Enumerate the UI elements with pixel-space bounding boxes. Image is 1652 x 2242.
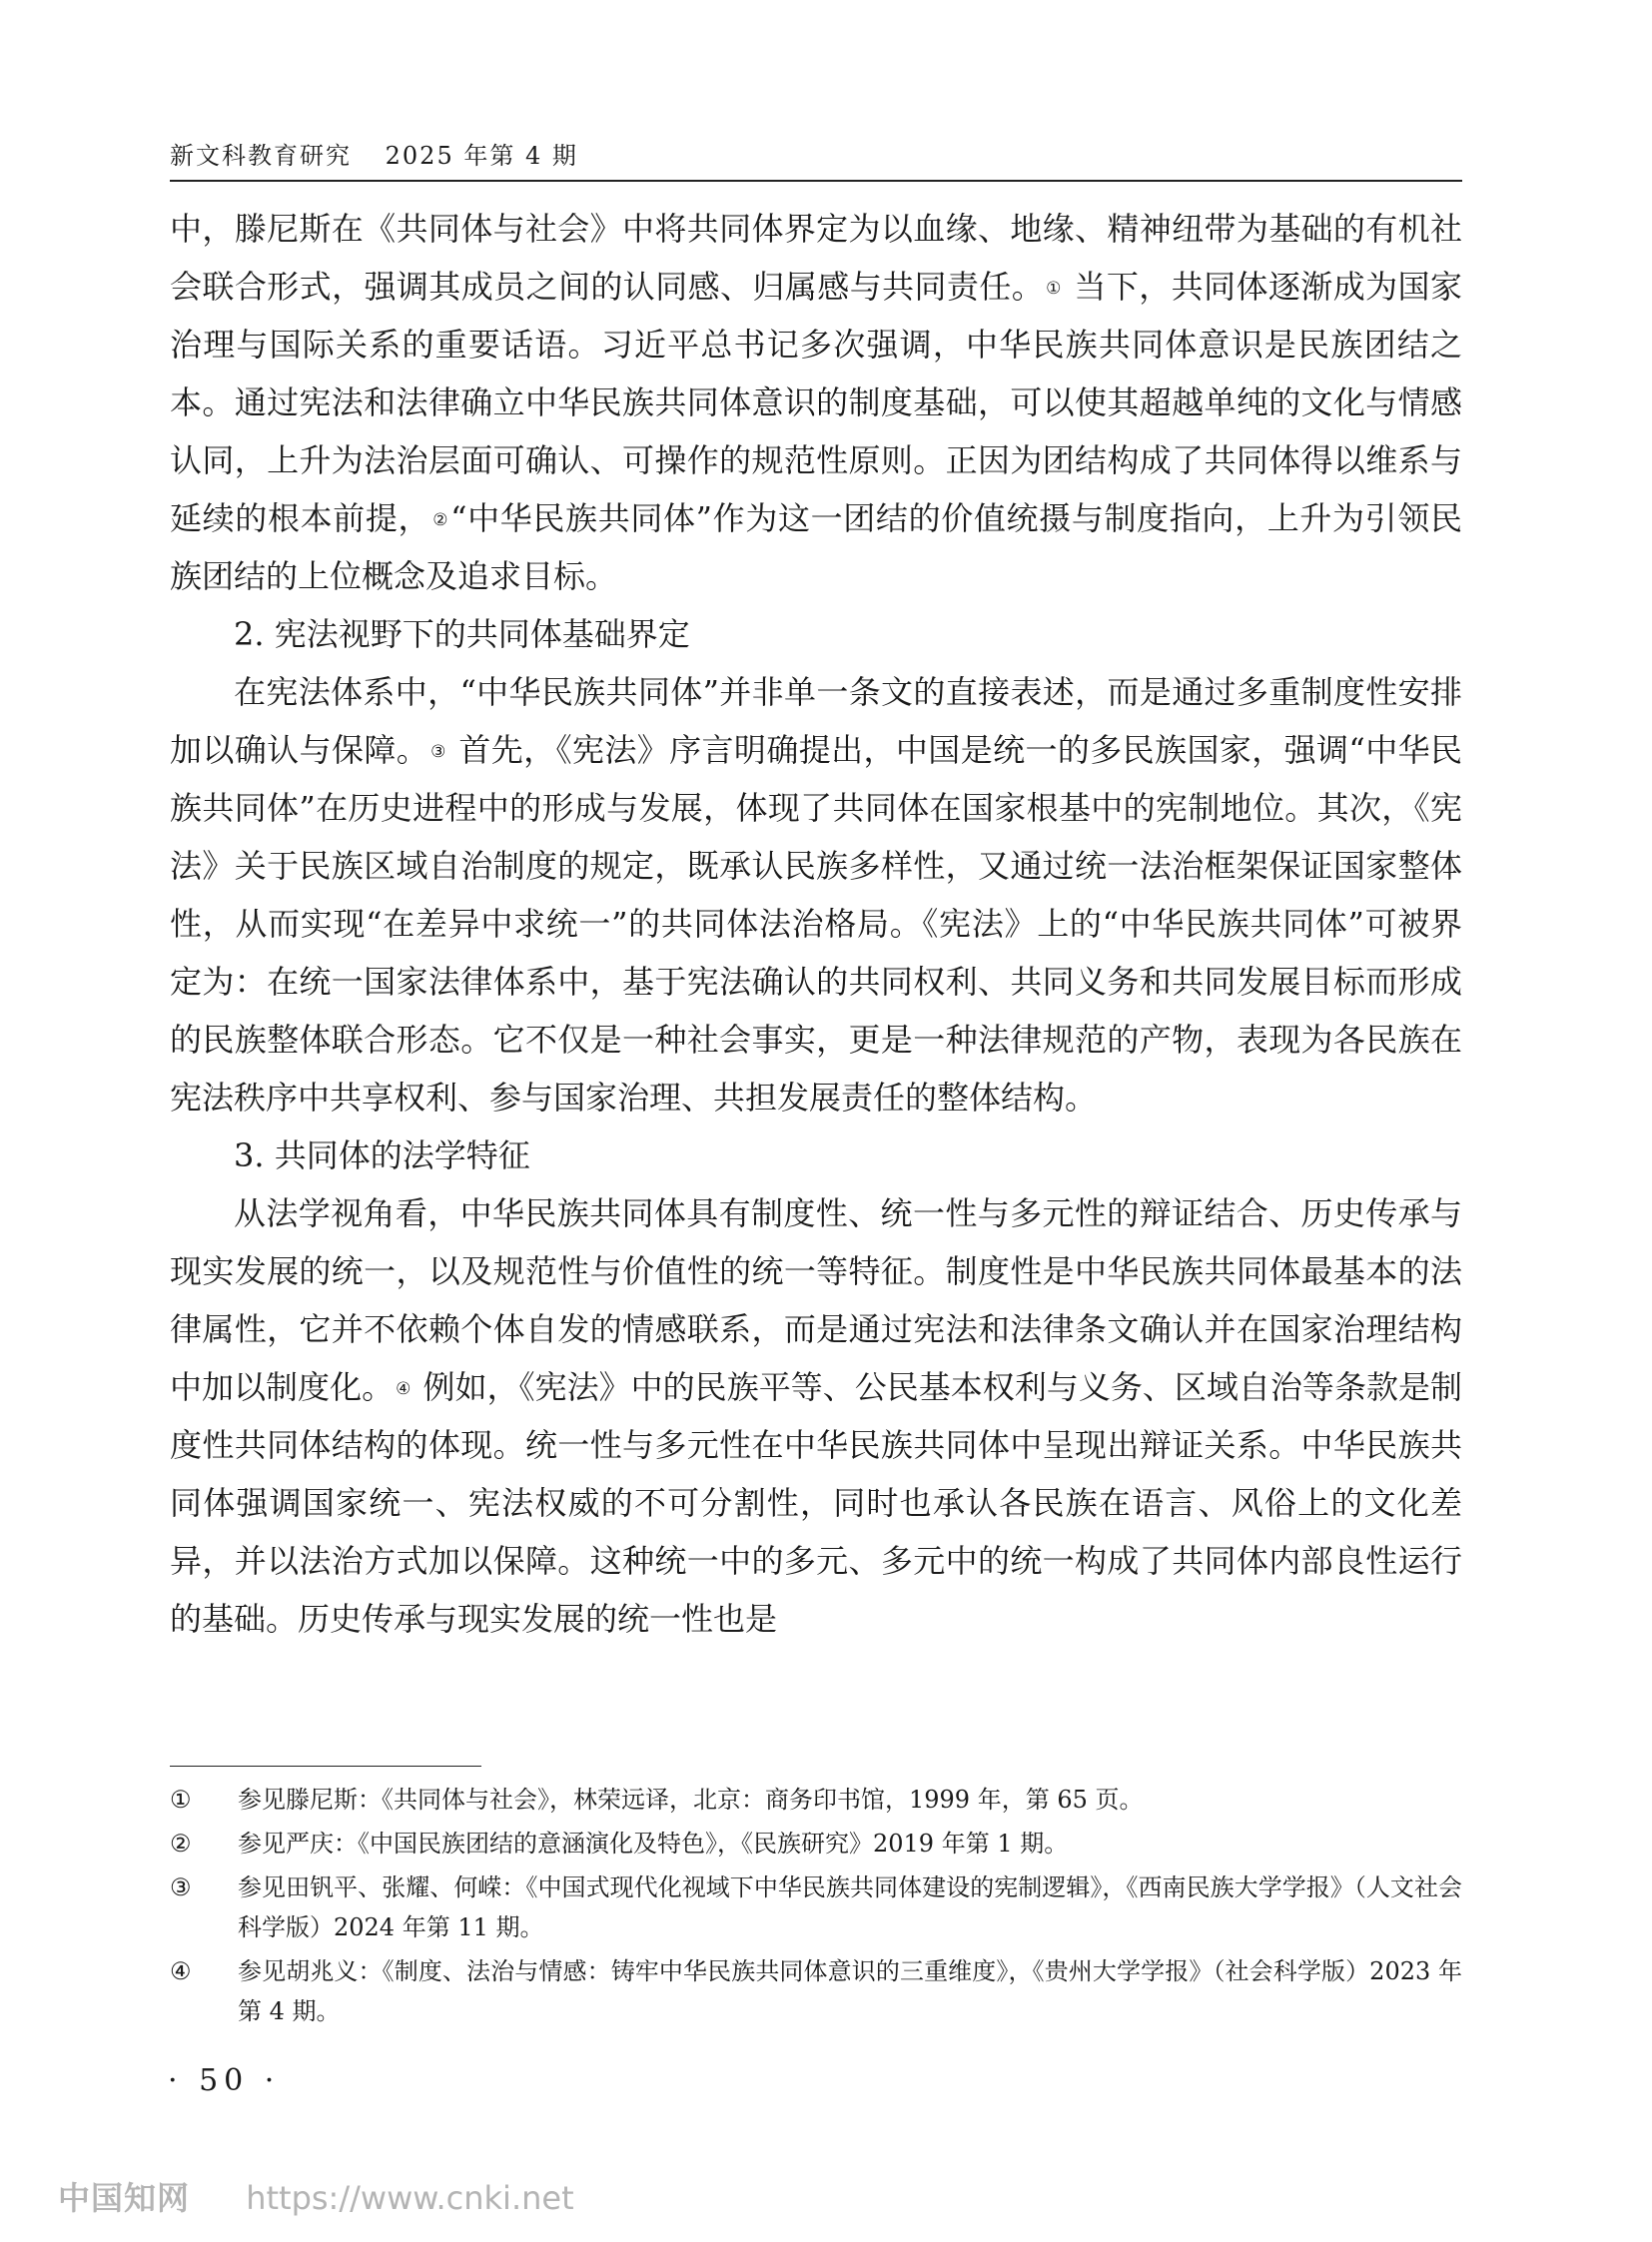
body-paragraph	[170, 200, 1462, 605]
running-header	[170, 136, 602, 171]
footnote-mark: ④	[170, 1957, 192, 1985]
footnotes-section	[170, 1780, 1462, 2035]
paragraph-text: 在宪法体系中，“中华民族共同体”并非单一条文的直接表述，而是通过多重制度性安排加以确认与保障。	[170, 673, 1462, 769]
cnki-watermark	[58, 2173, 574, 2219]
body-paragraph	[170, 663, 1462, 1126]
paragraph-text: 当下，共同体逐渐成为国家治理与国际关系的重要话语。习近平总书记多次强调，中华民族共同体意识是民族团结之本。通过宪法和法律确立中华民族共同体意识的制度基础，可以使其超越单纯的文化与情感认同，上升为法治层面可确认、可操作的规范性原则。正因为团结构成了共同体得以维系与延续的根本前提，	[170, 268, 1462, 537]
paragraph-text: 2. 宪法视野下的共同体基础界定	[234, 615, 690, 653]
section-heading	[170, 605, 1462, 663]
footnote-text: 参见田钒平、张耀、何嵘：《中国式现代化视域下中华民族共同体建设的宪制逻辑》，《西南民族大学学报》（人文社会科学版）2024 年第 11 期。	[238, 1873, 1462, 1941]
footnote-mark: ①	[170, 1786, 192, 1814]
paragraph-text: 例如，《宪法》中的民族平等、公民基本权利与义务、区域自治等条款是制度性共同体结构的体现。统一性与多元性在中华民族共同体中呈现出辩证关系。中华民族共同体强调国家统一、宪法权威的不可分割性，同时也承认各民族在语言、风俗上的文化差异，并以法治方式加以保障。这种统一中的多元、多元中的统一构成了共同体内部良性运行的基础。历史传承与现实发展的统一性也是	[170, 1368, 1462, 1638]
footnote-reference[interactable]: ③	[430, 742, 446, 762]
paragraph-text: 首先，《宪法》序言明确提出，中国是统一的多民族国家，强调“中华民族共同体”在历史进程中的形成与发展，体现了共同体在国家根基中的宪制地位。其次，《宪法》关于民族区域自治制度的规定，既承认民族多样性，又通过统一法治框架保证国家整体性，从而实现“在差异中求统一”的共同体法治格局。《宪法》上的“中华民族共同体”可被界定为：在统一国家法律体系中，基于宪法确认的共同权利、共同义务和共同发展目标而形成的民族整体联合形态。它不仅是一种社会事实，更是一种法律规范的产物，表现为各民族在宪法秩序中共享权利、参与国家治理、共担发展责任的整体结构。	[170, 731, 1462, 1117]
footnote-mark: ③	[170, 1873, 192, 1901]
body-paragraph	[170, 1184, 1462, 1648]
section-heading	[170, 1126, 1462, 1184]
journal-name: 新文科教育研究	[170, 142, 352, 170]
footnote-item	[170, 1780, 1462, 1820]
watermark-url: https://www.cnki.net	[246, 2179, 574, 2217]
paragraph-text: 中，滕尼斯在《共同体与社会》中将共同体界定为以血缘、地缘、精神纽带为基础的有机社会联合形式，强调其成员之间的认同感、归属感与共同责任。	[170, 210, 1462, 306]
footnote-reference[interactable]: ①	[1046, 279, 1062, 299]
footnote-item	[170, 1951, 1462, 2031]
footnote-reference[interactable]: ②	[432, 510, 449, 530]
issue-label: 2025 年第 4 期	[385, 142, 578, 170]
footnote-mark: ②	[170, 1830, 192, 1858]
paragraph-text: 从法学视角看，中华民族共同体具有制度性、统一性与多元性的辩证结合、历史传承与现实发展的统一，以及规范性与价值性的统一等特征。制度性是中华民族共同体最基本的法律属性，它并不依赖个体自发的情感联系，而是通过宪法和法律条文确认并在国家治理结构中加以制度化。	[170, 1194, 1462, 1406]
footnote-rule	[170, 1766, 481, 1767]
article-body	[170, 200, 1462, 1648]
watermark-site-name: 中国知网	[58, 2179, 191, 2217]
footnote-text: 参见胡兆义：《制度、法治与情感：铸牢中华民族共同体意识的三重维度》，《贵州大学学报》（社会科学版）2023 年第 4 期。	[238, 1957, 1462, 2025]
footnote-item	[170, 1824, 1462, 1864]
header-rule	[170, 180, 1462, 182]
paragraph-text: “中华民族共同体”作为这一团结的价值统摄与制度指向，上升为引领民族团结的上位概念及追求目标。	[170, 499, 1462, 595]
footnote-reference[interactable]: ④	[396, 1379, 412, 1399]
footnote-text: 参见滕尼斯：《共同体与社会》，林荣远译，北京：商务印书馆，1999 年，第 65 页。	[238, 1786, 1144, 1814]
page-number: · 50 ·	[168, 2063, 281, 2098]
footnote-item	[170, 1868, 1462, 1947]
footnote-text: 参见严庆：《中国民族团结的意涵演化及特色》，《民族研究》2019 年第 1 期。	[238, 1830, 1069, 1858]
paragraph-text: 3. 共同体的法学特征	[234, 1136, 530, 1174]
